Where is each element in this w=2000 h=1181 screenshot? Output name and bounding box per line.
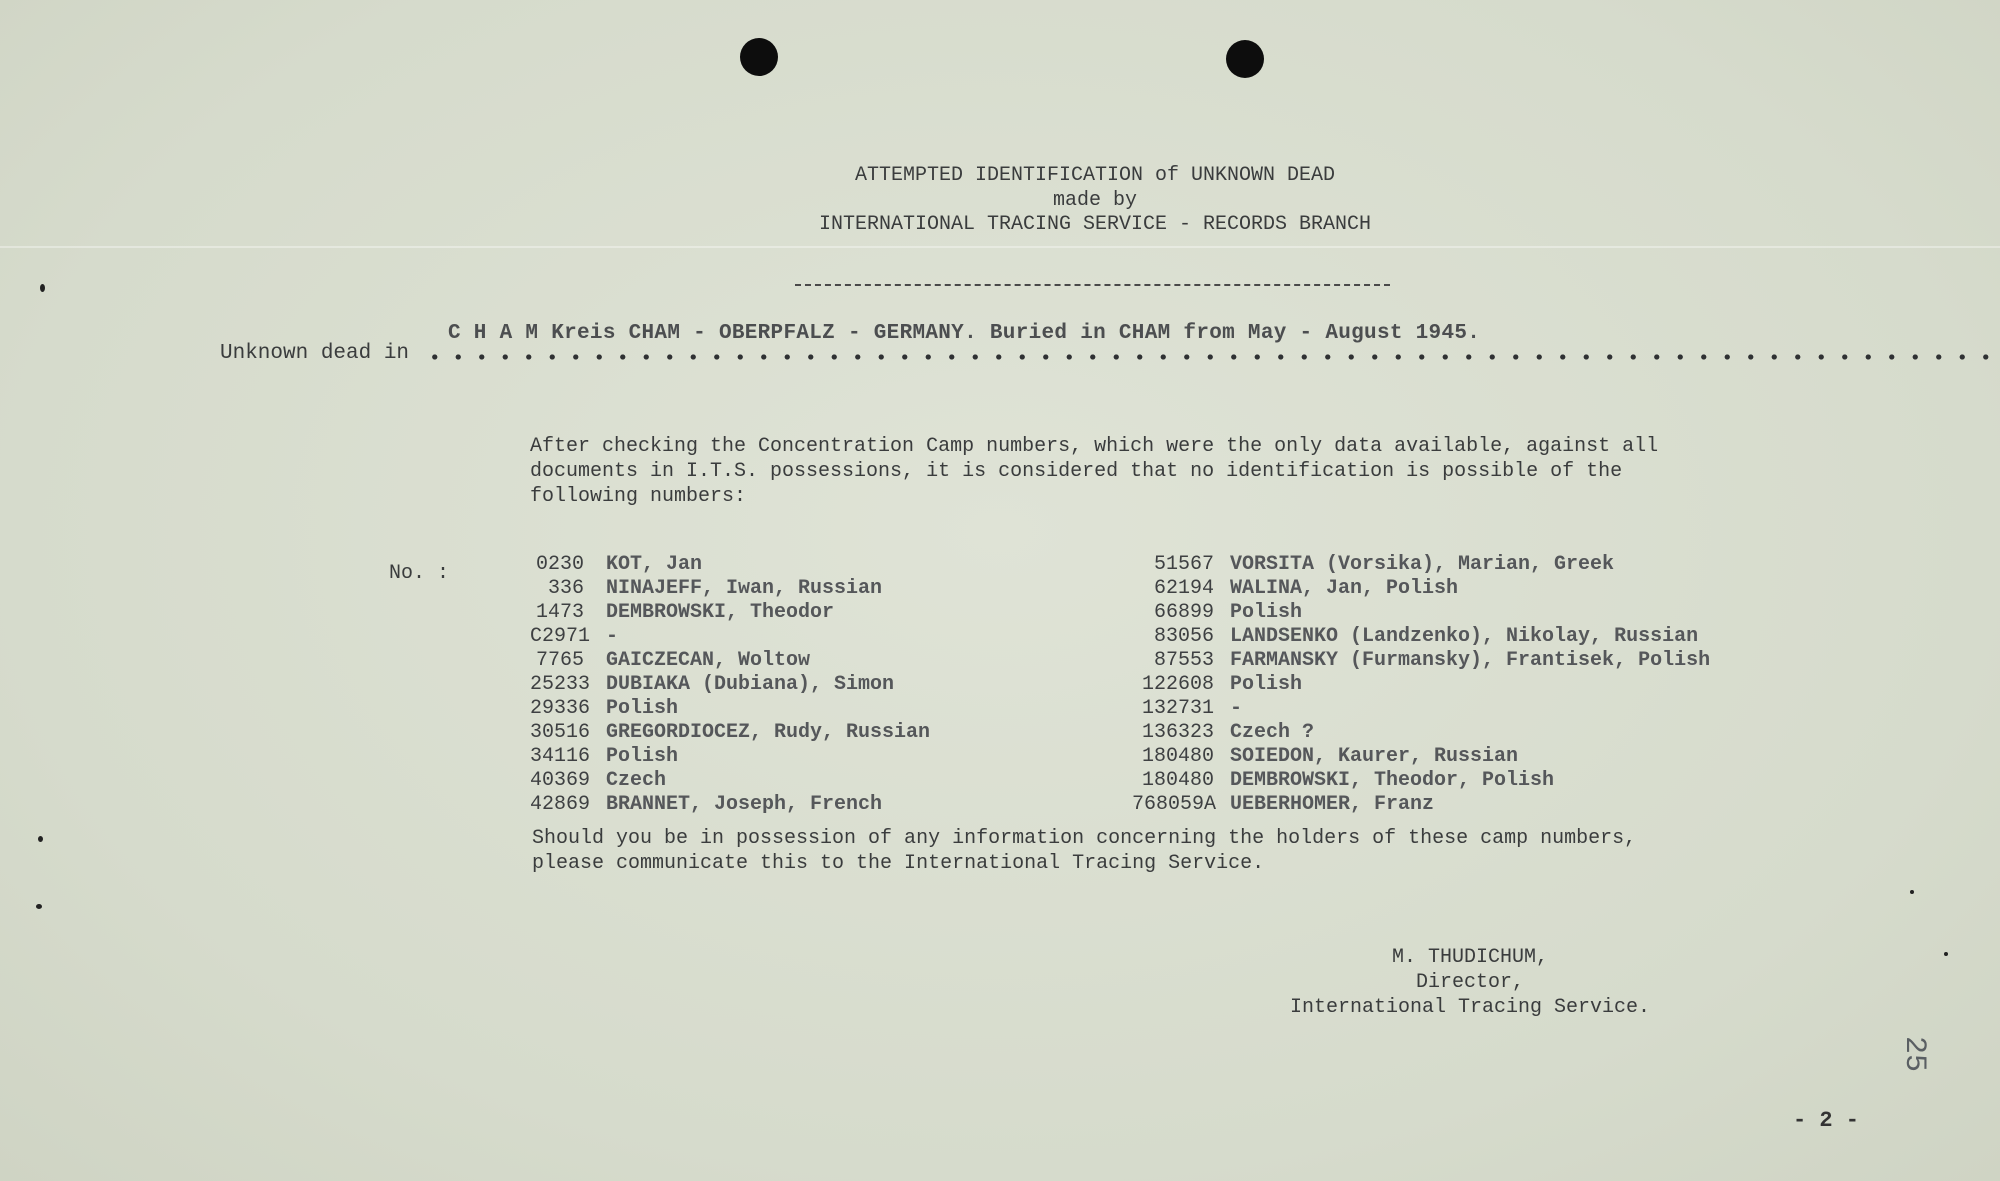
- margin-mark: [1944, 952, 1948, 956]
- person-name: NINAJEFF, Iwan, Russian: [606, 577, 883, 600]
- margin-mark: [40, 284, 45, 292]
- punch-hole-right: [1226, 40, 1264, 78]
- signature-organization: International Tracing Service.: [1289, 996, 1651, 1019]
- camp-number: 62194: [1153, 577, 1214, 600]
- camp-number: 87553: [1153, 649, 1214, 672]
- camp-number: 29336: [530, 697, 591, 720]
- unknown-dead-label: Unknown dead in: [220, 342, 410, 365]
- sheet-number: 25: [1897, 1035, 1932, 1073]
- closing-line: Should you be in possession of any information concerning the holders of these camp numbers,: [532, 827, 1637, 850]
- signature-block: [1270, 945, 1670, 1020]
- intro-line: After checking the Concentration Camp numbers, which were the only data available, against all: [530, 435, 1659, 458]
- header-subtitle: made by: [1052, 189, 1137, 212]
- person-name: UEBERHOMER, Franz: [1230, 793, 1435, 816]
- camp-number: 768059A: [1132, 793, 1217, 816]
- camp-number: 66899: [1153, 601, 1214, 624]
- camp-number: 336: [547, 577, 584, 600]
- camp-number: 7765: [535, 649, 584, 672]
- burial-place: C H A M Kreis CHAM - OBERPFALZ - GERMANY. Buried in CHAM from May - August 1945.: [448, 322, 1481, 345]
- camp-number: 30516: [530, 721, 591, 744]
- fold-line: [0, 246, 2000, 248]
- person-name: Czech ?: [1230, 721, 1315, 744]
- person-name: WALINA, Jan, Polish: [1230, 577, 1459, 600]
- person-name: Polish: [1230, 673, 1303, 696]
- camp-number: 180480: [1141, 745, 1214, 768]
- header-divider: [795, 284, 1390, 286]
- camp-number: 51567: [1153, 553, 1214, 576]
- camp-number: 1473: [535, 601, 584, 624]
- header-organization: INTERNATIONAL TRACING SERVICE - RECORDS BRANCH: [818, 213, 1372, 236]
- person-name: DUBIAKA (Dubiana), Simon: [606, 673, 895, 696]
- person-name: LANDSENKO (Landzenko), Nikolay, Russian: [1230, 625, 1699, 648]
- closing-line: please communicate this to the International Tracing Service.: [532, 852, 1265, 875]
- camp-number: 136323: [1141, 721, 1214, 744]
- dotted-leader: [423, 352, 2000, 362]
- camp-number: 25233: [530, 673, 591, 696]
- punch-hole-left: [740, 38, 778, 76]
- person-name: Polish: [606, 745, 679, 768]
- camp-number: C2971: [530, 625, 591, 648]
- person-name: DEMBROWSKI, Theodor: [606, 601, 835, 624]
- header-title: ATTEMPTED IDENTIFICATION of UNKNOWN DEAD: [854, 164, 1336, 187]
- camp-number: 0230: [535, 553, 584, 576]
- camp-number: 34116: [530, 745, 591, 768]
- person-name: FARMANSKY (Furmansky), Frantisek, Polish: [1230, 649, 1711, 672]
- person-name: SOIEDON, Kaurer, Russian: [1230, 745, 1519, 768]
- camp-number: 132731: [1141, 697, 1214, 720]
- number-label: No. :: [389, 562, 450, 585]
- camp-number: 42869: [530, 793, 591, 816]
- person-name: VORSITA (Vorsika), Marian, Greek: [1230, 553, 1615, 576]
- person-name: KOT, Jan: [606, 553, 703, 576]
- margin-mark: [38, 836, 43, 842]
- camp-number: 40369: [530, 769, 591, 792]
- person-name: -: [606, 625, 619, 648]
- page-number: - 2 -: [1793, 1108, 1860, 1133]
- camp-number: 180480: [1141, 769, 1214, 792]
- intro-line: following numbers:: [530, 485, 747, 508]
- signature-title: Director,: [1415, 971, 1525, 994]
- person-name: BRANNET, Joseph, French: [606, 793, 883, 816]
- camp-number: 83056: [1153, 625, 1214, 648]
- intro-paragraph: [530, 434, 1780, 509]
- margin-mark: [1910, 890, 1914, 894]
- closing-paragraph: [532, 826, 1636, 876]
- margin-mark: [36, 904, 42, 909]
- person-name: DEMBROWSKI, Theodor, Polish: [1230, 769, 1555, 792]
- intro-line: documents in I.T.S. possessions, it is considered that no identification is possible of the: [530, 460, 1623, 483]
- person-name: Polish: [1230, 601, 1303, 624]
- signature-name: M. THUDICHUM,: [1391, 946, 1549, 969]
- person-name: GREGORDIOCEZ, Rudy, Russian: [606, 721, 931, 744]
- person-name: Czech: [606, 769, 667, 792]
- person-name: Polish: [606, 697, 679, 720]
- person-name: -: [1230, 697, 1243, 720]
- camp-number: 122608: [1141, 673, 1214, 696]
- person-name: GAICZECAN, Woltow: [606, 649, 811, 672]
